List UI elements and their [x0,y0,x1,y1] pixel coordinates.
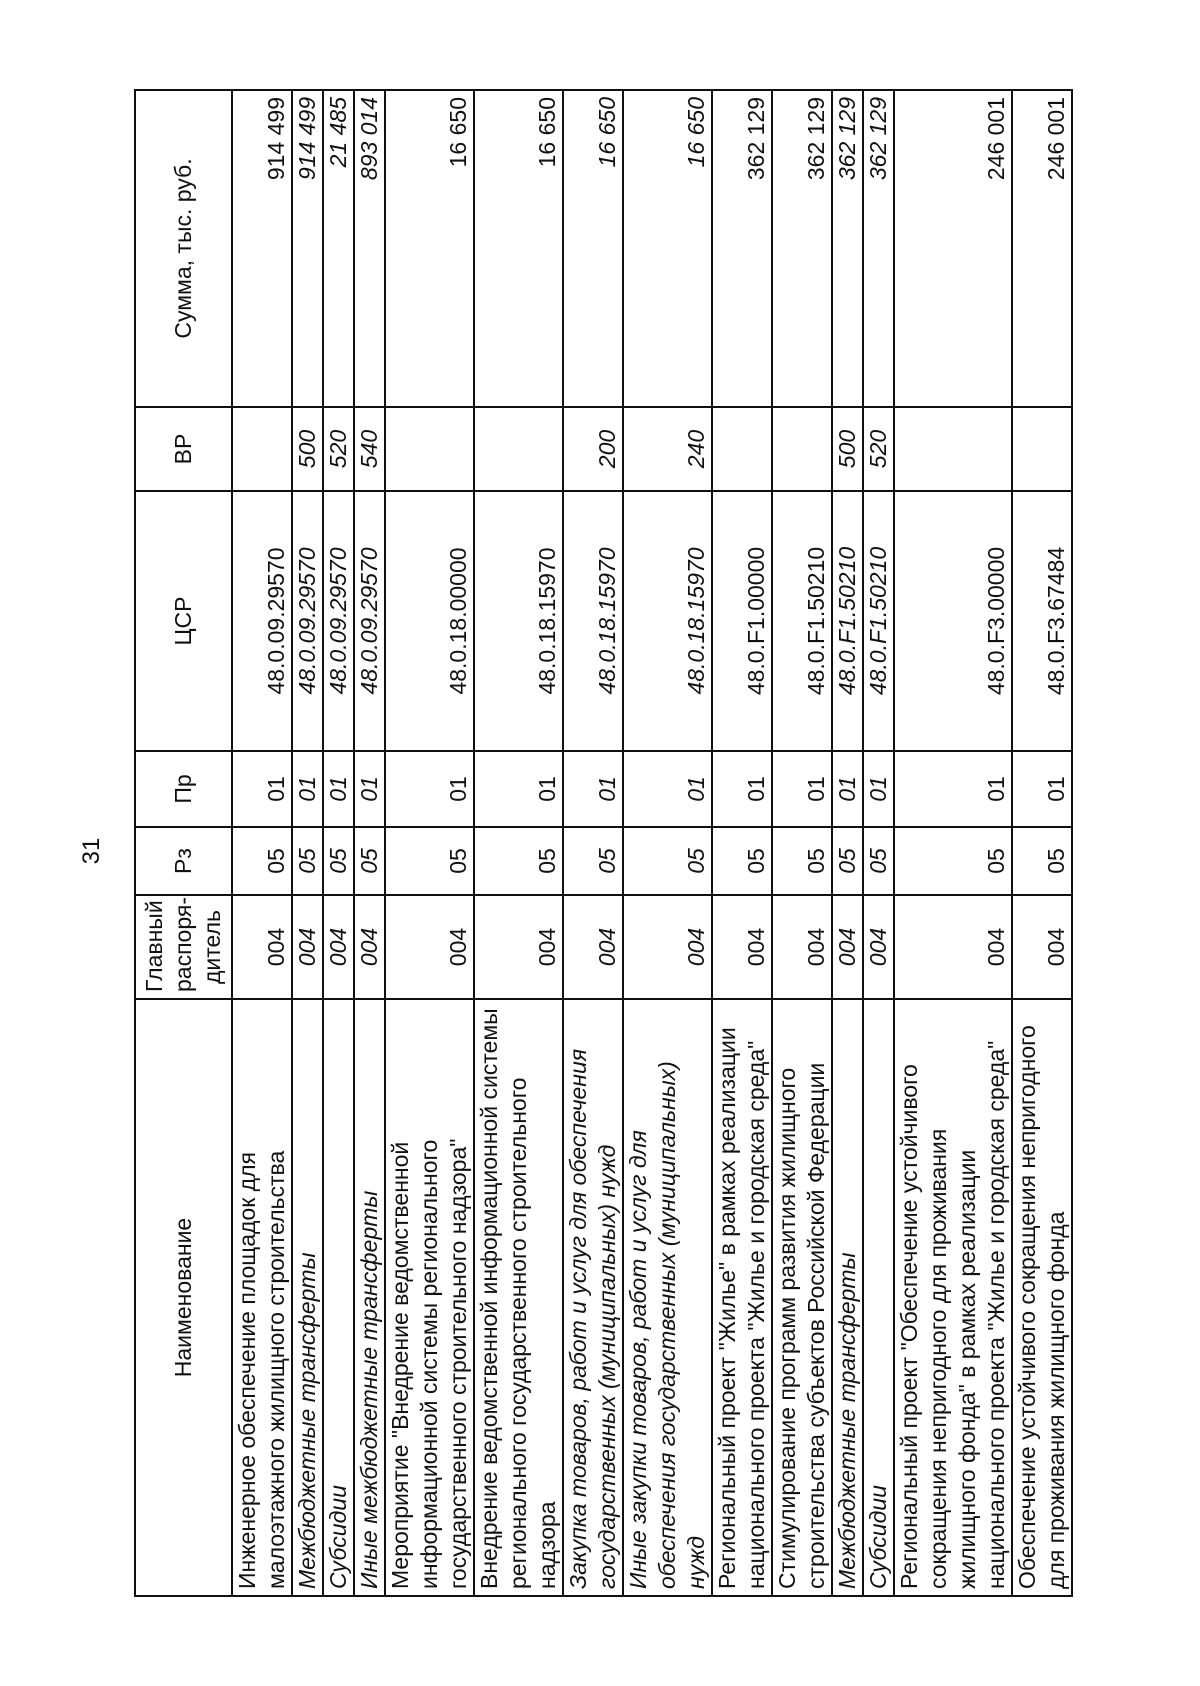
cell-pr: 01 [712,751,772,827]
cell-vr: 240 [623,407,712,491]
cell-main-manager: 004 [832,895,863,999]
cell-main-manager: 004 [712,895,772,999]
cell-sum: 362 129 [772,90,832,407]
table-row [623,90,712,1596]
cell-pr: 01 [232,751,292,827]
budget-table [134,89,1073,1597]
table-body [232,90,1072,1596]
cell-name: Закупка товаров, работ и услуг для обеспечения государственных (муниципальных) нужд [563,999,623,1596]
table-header-row [135,90,232,1596]
cell-rz: 05 [712,827,772,895]
table-row [832,90,863,1596]
cell-rz: 05 [894,827,1012,895]
cell-name: Стимулирование программ развития жилищного строительства субъектов Российской Федерации [772,999,832,1596]
cell-csr: 48.0.F1.50210 [863,491,894,751]
header-sum: Сумма, тыс. руб. [135,90,232,407]
cell-vr [1012,407,1072,491]
cell-vr: 520 [863,407,894,491]
cell-main-manager: 004 [232,895,292,999]
cell-vr [474,407,563,491]
cell-name: Межбюджетные трансферты [832,999,863,1596]
cell-sum: 21 485 [323,90,354,407]
cell-sum: 914 499 [232,90,292,407]
header-vr: ВР [135,407,232,491]
cell-main-manager: 004 [894,895,1012,999]
cell-csr: 48.0.09.29570 [354,491,385,751]
cell-name: Мероприятие "Внедрение ведомственной информационной системы регионального государственного строительного надзора" [385,999,474,1596]
cell-main-manager: 004 [863,895,894,999]
cell-sum: 362 129 [863,90,894,407]
cell-main-manager: 004 [354,895,385,999]
cell-name: Субсидии [323,999,354,1596]
cell-vr: 540 [354,407,385,491]
table-row [863,90,894,1596]
cell-rz: 05 [323,827,354,895]
cell-sum: 16 650 [474,90,563,407]
cell-rz: 05 [232,827,292,895]
table-row [354,90,385,1596]
cell-csr: 48.0.F1.50210 [772,491,832,751]
cell-vr [772,407,832,491]
cell-sum: 16 650 [385,90,474,407]
cell-rz: 05 [292,827,323,895]
cell-pr: 01 [772,751,832,827]
cell-csr: 48.0.09.29570 [292,491,323,751]
cell-pr: 01 [354,751,385,827]
cell-pr: 01 [1012,751,1072,827]
cell-main-manager: 004 [1012,895,1072,999]
cell-name: Иные закупки товаров, работ и услуг для обеспечения государственных (муниципальных) нужд [623,999,712,1596]
cell-csr: 48.0.F1.50210 [832,491,863,751]
cell-vr [894,407,1012,491]
header-main-manager: Главный распоря-дитель [135,895,232,999]
cell-rz: 05 [354,827,385,895]
cell-name: Региональный проект "Жилье" в рамках реализации национального проекта "Жилье и городская среда" [712,999,772,1596]
cell-sum: 362 129 [832,90,863,407]
cell-sum: 914 499 [292,90,323,407]
cell-rz: 05 [832,827,863,895]
table-row [232,90,292,1596]
cell-pr: 01 [623,751,712,827]
cell-sum: 16 650 [563,90,623,407]
table-row [712,90,772,1596]
cell-csr: 48.0.18.15970 [563,491,623,751]
cell-csr: 48.0.09.29570 [232,491,292,751]
table-row [772,90,832,1596]
cell-vr [712,407,772,491]
cell-main-manager: 004 [323,895,354,999]
cell-pr: 01 [474,751,563,827]
header-rz: Рз [135,827,232,895]
header-csr: ЦСР [135,491,232,751]
cell-csr: 48.0.F3.00000 [894,491,1012,751]
cell-sum: 16 650 [623,90,712,407]
cell-rz: 05 [863,827,894,895]
cell-pr: 01 [863,751,894,827]
cell-vr [232,407,292,491]
table-row [292,90,323,1596]
cell-sum: 893 014 [354,90,385,407]
table-row [894,90,1012,1596]
cell-name: Субсидии [863,999,894,1596]
cell-csr: 48.0.F3.67484 [1012,491,1072,751]
cell-csr: 48.0.18.15970 [474,491,563,751]
cell-pr: 01 [385,751,474,827]
cell-rz: 05 [385,827,474,895]
cell-pr: 01 [323,751,354,827]
cell-rz: 05 [772,827,832,895]
cell-name: Межбюджетные трансферты [292,999,323,1596]
budget-table-rotated [134,91,1069,1597]
table-row [474,90,563,1596]
header-pr: Пр [135,751,232,827]
cell-sum: 246 001 [894,90,1012,407]
cell-main-manager: 004 [474,895,563,999]
cell-rz: 05 [1012,827,1072,895]
cell-vr: 520 [323,407,354,491]
cell-name: Обеспечение устойчивого сокращения непригодного для проживания жилищного фонда [1012,999,1072,1596]
cell-name: Внедрение ведомственной информационной системы регионального государственного строительного надзора [474,999,563,1596]
cell-main-manager: 004 [772,895,832,999]
cell-csr: 48.0.F1.00000 [712,491,772,751]
cell-vr [385,407,474,491]
cell-main-manager: 004 [292,895,323,999]
cell-pr: 01 [894,751,1012,827]
cell-rz: 05 [563,827,623,895]
cell-sum: 362 129 [712,90,772,407]
cell-csr: 48.0.18.15970 [623,491,712,751]
cell-name: Инженерное обеспечение площадок для малоэтажного жилищного строительства [232,999,292,1596]
cell-main-manager: 004 [623,895,712,999]
cell-name: Региональный проект "Обеспечение устойчивого сокращения непригодного для проживания жилищного фонда" в рамках реализации национального проекта "Жилье и городская среда" [894,999,1012,1596]
table-row [1012,90,1072,1596]
cell-pr: 01 [832,751,863,827]
cell-sum: 246 001 [1012,90,1072,407]
table-row [385,90,474,1596]
cell-main-manager: 004 [385,895,474,999]
cell-rz: 05 [474,827,563,895]
cell-pr: 01 [563,751,623,827]
table-row [323,90,354,1596]
cell-pr: 01 [292,751,323,827]
cell-vr: 500 [832,407,863,491]
cell-main-manager: 004 [563,895,623,999]
page-number: 31 [78,837,105,865]
cell-csr: 48.0.09.29570 [323,491,354,751]
cell-csr: 48.0.18.00000 [385,491,474,751]
cell-vr: 200 [563,407,623,491]
cell-vr: 500 [292,407,323,491]
table-row [563,90,623,1596]
cell-name: Иные межбюджетные трансферты [354,999,385,1596]
header-name: Наименование [135,999,232,1596]
cell-rz: 05 [623,827,712,895]
